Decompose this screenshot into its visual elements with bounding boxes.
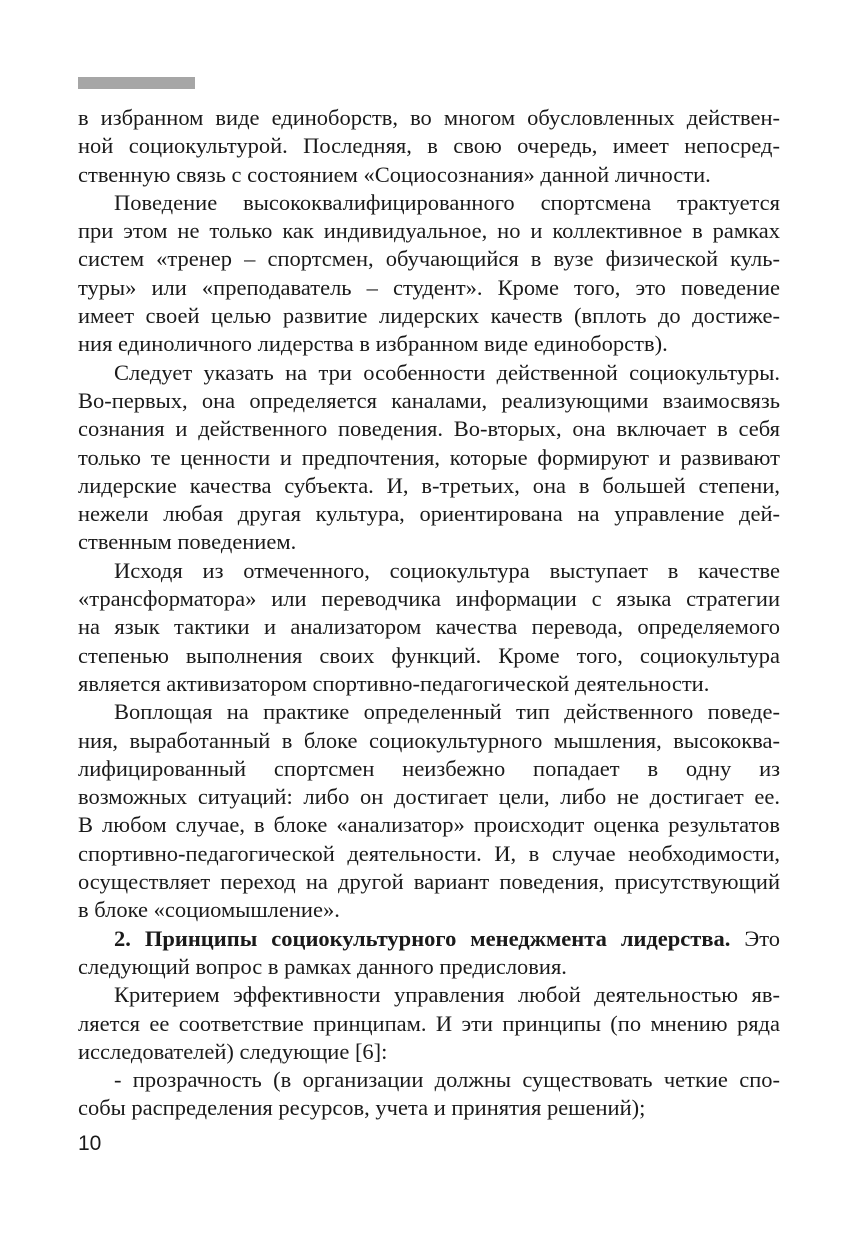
text-line: Во-первых, она определяется каналами, реализующими взаимосвязь (78, 387, 780, 413)
text-line: В любом случае, в блоке «анализатор» происходит оценка результатов (78, 812, 780, 838)
text-line: в блоке «социомышление». (78, 897, 340, 923)
text-line: спортивно-педагогической деятельности. И, в случае необходимости, (78, 840, 780, 866)
text-line: ственную связь с состоянием «Социосознания» данной личности. (78, 161, 711, 187)
text-line: Следует указать на три особенности действенной социокультуры. (114, 359, 780, 385)
text-line: туры» или «преподаватель – студент». Кроме того, это поведение (78, 274, 780, 300)
text-line: Поведение высококвалифицированного спортсмена трактуется (114, 189, 780, 215)
paragraph-4 (78, 557, 780, 698)
paragraph-2 (78, 189, 780, 359)
text-line: собы распределения ресурсов, учета и принятия решений); (78, 1095, 646, 1121)
section-heading-line (78, 925, 780, 953)
text-line: при этом не только как индивидуальное, но и коллективное в рамках (78, 218, 780, 244)
paragraph-5 (78, 698, 780, 924)
text-line: ляется ее соответствие принципам. И эти принципы (по мнению ряда (78, 1010, 780, 1036)
text-line: Воплощая на практике определенный тип действенного поведе- (114, 699, 780, 725)
paragraph-6 (78, 981, 780, 1066)
text-line: систем «тренер – спортсмен, обучающийся в вузе физической куль- (78, 246, 780, 272)
text-line: ния единоличного лидерства в избранном виде единоборств). (78, 331, 668, 357)
page-body (78, 104, 780, 1123)
text-line: осуществляет переход на другой вариант поведения, присутствующий (78, 869, 780, 895)
section-heading-rest: Это (730, 925, 780, 951)
text-line: Критерием эффективности управления любой деятельностью яв- (114, 982, 780, 1008)
text-line: ния, выработанный в блоке социокультурного мышления, высококва- (78, 727, 780, 753)
text-line: «трансформатора» или переводчика информации с языка стратегии (78, 586, 780, 612)
paragraph-1 (78, 104, 780, 189)
text-line: следующий вопрос в рамках данного предисловия. (78, 953, 567, 979)
text-line: исследователей) следующие [6]: (78, 1038, 388, 1064)
text-line: ной социокультурой. Последняя, в свою очередь, имеет непосред- (78, 133, 780, 159)
text-line: - прозрачность (в организации должны существовать четкие спо- (114, 1067, 780, 1093)
running-header-bar (78, 77, 195, 89)
text-line: степенью выполнения своих функций. Кроме того, социокультура (78, 642, 780, 668)
text-line: имеет своей целью развитие лидерских качеств (вплоть до достиже- (78, 303, 780, 329)
text-line: ственным поведением. (78, 529, 297, 555)
text-line: возможных ситуаций: либо он достигает цели, либо не достигает ее. (78, 784, 780, 810)
text-line: является активизатором спортивно-педагогической деятельности. (78, 670, 710, 696)
text-line: только те ценности и предпочтения, которые формируют и развивают (78, 444, 780, 470)
text-line: в избранном виде единоборств, во многом обусловленных действен- (78, 105, 780, 130)
section-heading: 2. Принципы социокультурного менеджмента лидерства. (114, 925, 731, 951)
text-line: сознания и действенного поведения. Во-вторых, она включает в себя (78, 416, 780, 442)
list-item-transparency (78, 1066, 780, 1123)
section-heading-paragraph (78, 925, 780, 982)
text-line: нежели любая другая культура, ориентирована на управление дей- (78, 501, 780, 527)
paragraph-3 (78, 359, 780, 557)
text-line: на язык тактики и анализатором качества перевода, определяемого (78, 614, 780, 640)
text-line: лифицированный спортсмен неизбежно попадает в одну из (78, 755, 780, 781)
text-line: Исходя из отмеченного, социокультура выступает в качестве (114, 557, 780, 583)
page-number: 10 (78, 1132, 102, 1155)
text-line: лидерские качества субъекта. И, в-третьих, она в большей степени, (78, 472, 780, 498)
